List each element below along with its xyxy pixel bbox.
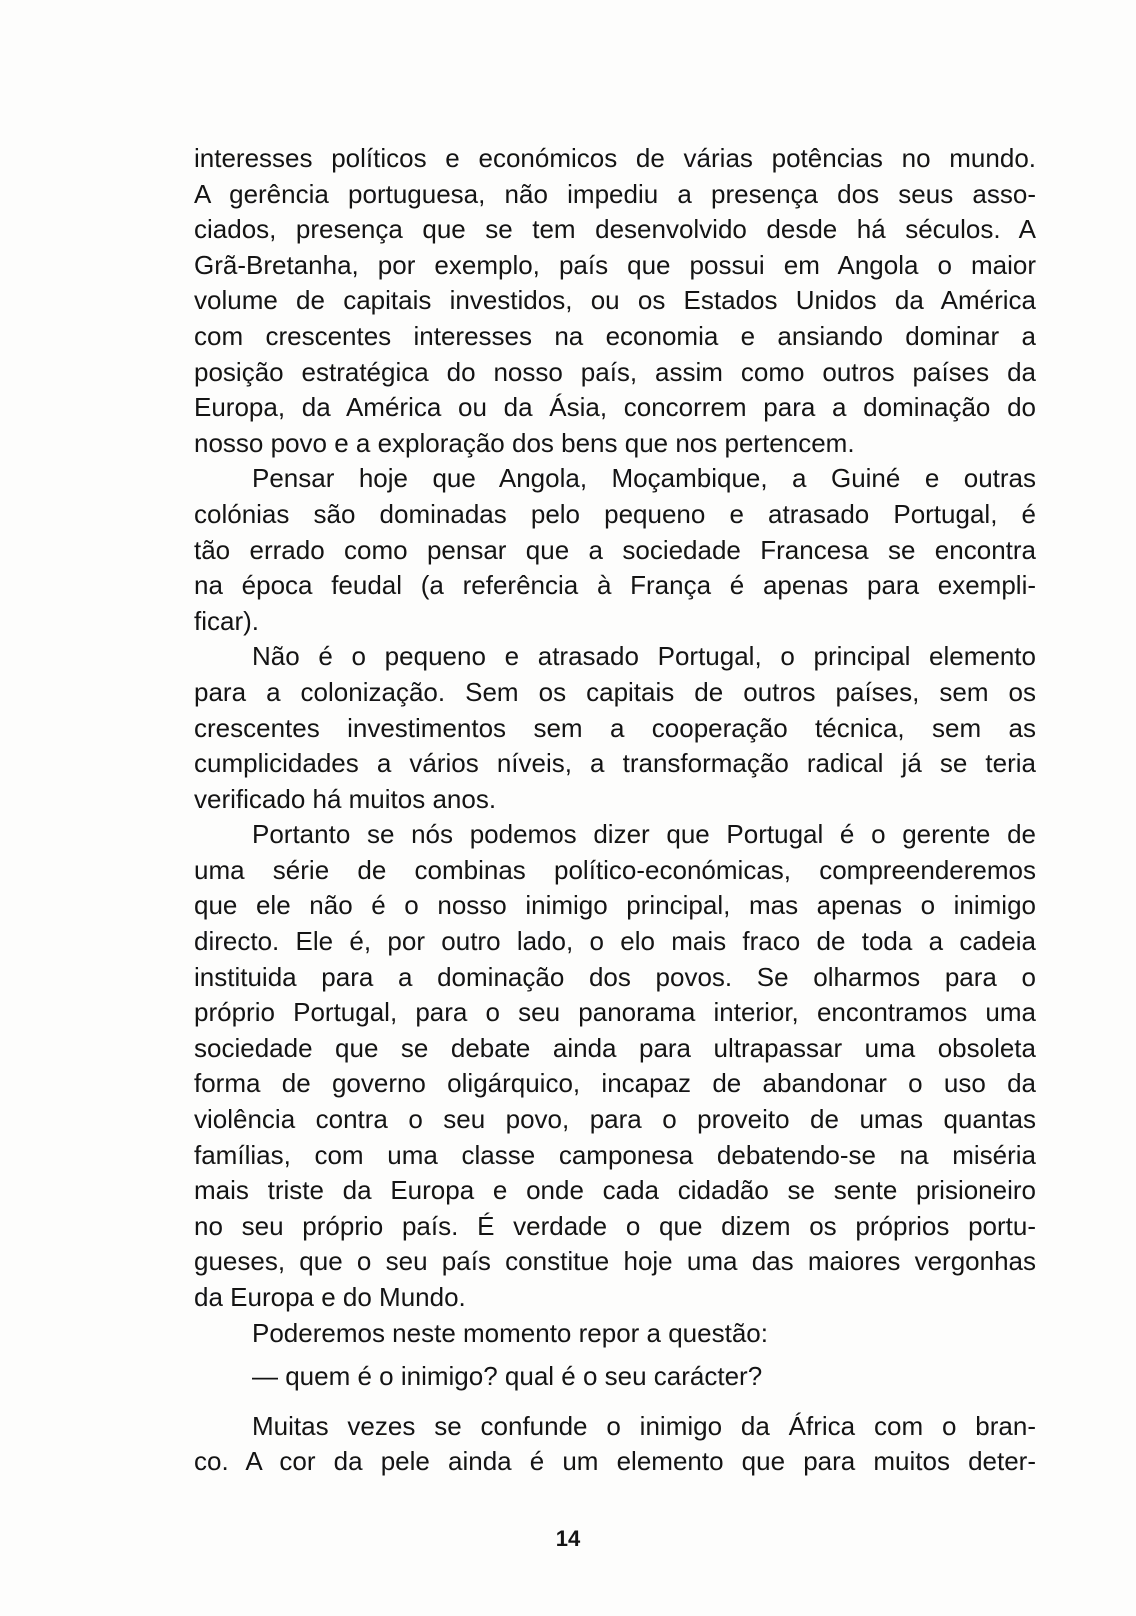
text-line: directo. Ele é, por outro lado, o elo mais fraco de toda a cadeia xyxy=(194,926,1036,957)
text-line: volume de capitais investidos, ou os Estados Unidos da América xyxy=(194,285,1036,316)
text-line: Não é o pequeno e atrasado Portugal, o principal elemento xyxy=(252,641,1036,672)
page-number: 14 xyxy=(555,1526,581,1551)
text-line: da Europa e do Mundo. xyxy=(194,1282,466,1312)
text-line: forma de governo oligárquico, incapaz de abandonar o uso da xyxy=(194,1068,1036,1099)
text-line: Muitas vezes se confunde o inimigo da África com o bran- xyxy=(252,1410,1036,1441)
text-line: violência contra o seu povo, para o proveito de umas quantas xyxy=(194,1104,1036,1135)
text-line: nosso povo e a exploração dos bens que nos pertencem. xyxy=(194,427,855,458)
text-line: tão errado como pensar que a sociedade Francesa se encontra xyxy=(194,534,1036,565)
text-line: sociedade que se debate ainda para ultrapassar uma obsoleta xyxy=(194,1032,1036,1063)
text-line: ciados, presença que se tem desenvolvido desde há séculos. A xyxy=(194,214,1036,245)
text-line: instituida para a dominação dos povos. Se olharmos para o xyxy=(194,961,1036,992)
page-body xyxy=(194,141,1036,1480)
text-line: Poderemos neste momento repor a questão: xyxy=(252,1317,768,1348)
text-line: para a colonização. Sem os capitais de outros países, sem os xyxy=(194,676,1036,707)
text-line: interesses políticos e económicos de várias potências no mundo. xyxy=(194,143,1036,173)
text-line: co. A cor da pele ainda é um elemento que para muitos deter- xyxy=(194,1446,1036,1477)
text-line: posição estratégica do nosso país, assim como outros países da xyxy=(194,356,1036,387)
text-line: A gerência portuguesa, não impediu a presença dos seus asso- xyxy=(194,178,1036,209)
text-line: colónias são dominadas pelo pequeno e atrasado Portugal, é xyxy=(194,498,1036,529)
question-line: — quem é o inimigo? qual é o seu carácter? xyxy=(252,1361,763,1392)
text-line: mais triste da Europa e onde cada cidadão se sente prisioneiro xyxy=(194,1175,1036,1206)
text-line: na época feudal (a referência à França é apenas para exempli- xyxy=(194,570,1036,601)
text-line: cumplicidades a vários níveis, a transformação radical já se teria xyxy=(194,748,1036,779)
text-line: Grã-Bretanha, por exemplo, país que possui em Angola o maior xyxy=(194,249,1036,280)
text-line: que ele não é o nosso inimigo principal, mas apenas o inimigo xyxy=(194,890,1036,921)
text-line: crescentes investimentos sem a cooperação técnica, sem as xyxy=(194,712,1036,743)
text-line: com crescentes interesses na economia e ansiando dominar a xyxy=(194,320,1036,351)
text-line: Pensar hoje que Angola, Moçambique, a Guiné e outras xyxy=(252,463,1036,494)
text-line: próprio Portugal, para o seu panorama interior, encontramos uma xyxy=(194,997,1036,1028)
text-line: Portanto se nós podemos dizer que Portugal é o gerente de xyxy=(252,819,1036,850)
text-line: famílias, com uma classe camponesa debatendo-se na miséria xyxy=(194,1139,1036,1170)
text-line: gueses, que o seu país constitue hoje uma das maiores vergonhas xyxy=(194,1246,1036,1277)
text-line: ficar). xyxy=(194,605,259,636)
text-line: uma série de combinas político-económicas, compreenderemos xyxy=(194,854,1036,885)
text-line: verificado há muitos anos. xyxy=(194,783,497,814)
text-line: no seu próprio país. É verdade o que dizem os próprios portu- xyxy=(194,1210,1036,1241)
text-line: Europa, da América ou da Ásia, concorrem para a dominação do xyxy=(194,392,1036,423)
